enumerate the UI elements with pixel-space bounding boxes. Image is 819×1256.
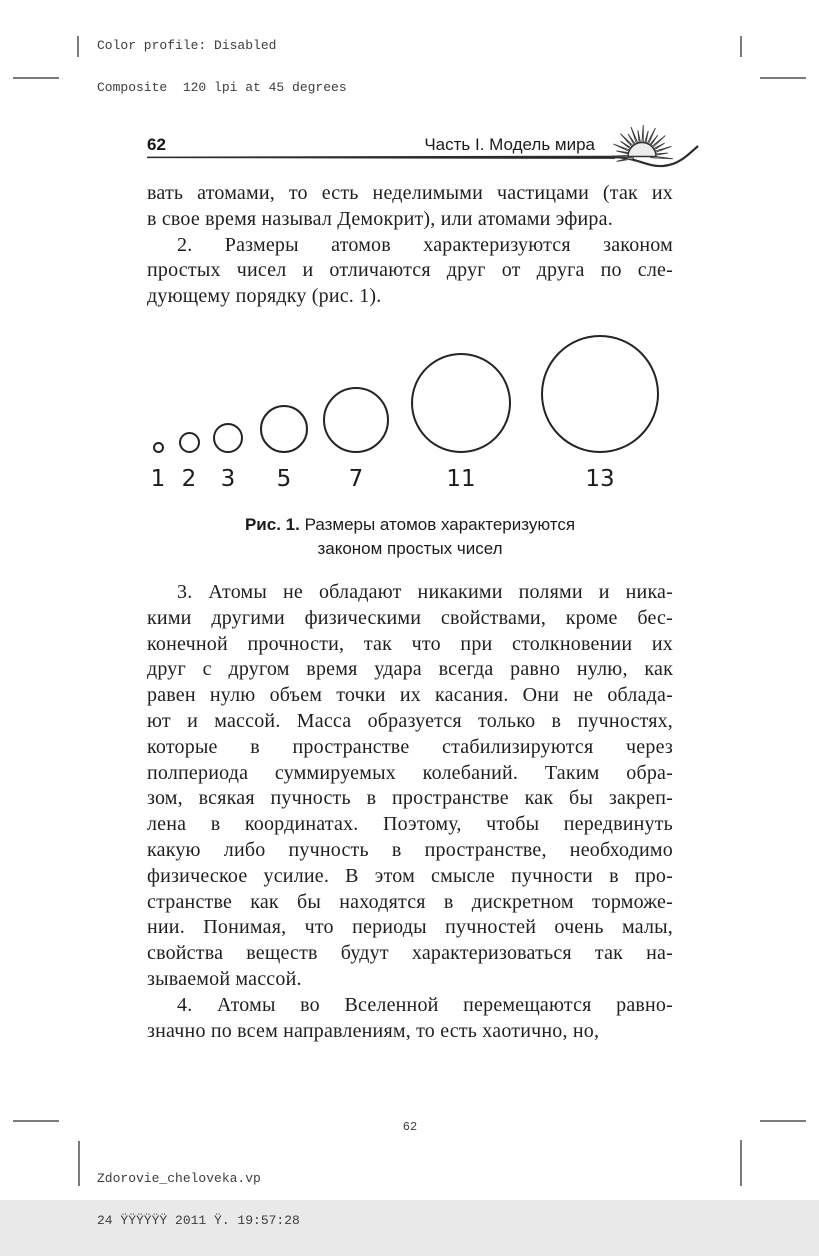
crop-mark-top-left-h [13, 77, 59, 79]
atom-size-label-5: 5 [276, 466, 292, 492]
body-text-line: физическое усилие. В этом смысле пучности в про- [147, 864, 673, 887]
crop-mark-bottom-right-v [740, 1140, 742, 1186]
body-text-line: в свое время называл Демокрит), или атомами эфира. [147, 207, 613, 230]
sunflower-icon [147, 106, 707, 170]
header-page-number: 62 [147, 135, 166, 154]
crop-mark-top-left-v [77, 36, 79, 57]
atom-circle-3 [213, 423, 243, 453]
body-text-line: конечной прочности, так что при столкновении их [147, 632, 673, 655]
body-text-line: 2. Размеры атомов характеризуются законом [177, 233, 673, 256]
body-text-line: полпериода суммируемых колебаний. Таким обра- [147, 761, 673, 784]
atom-circle-5 [260, 405, 308, 453]
atom-size-label-1: 1 [150, 466, 166, 492]
body-text-line: 3. Атомы не обладают никакими полями и ника- [177, 581, 673, 603]
figure-caption [147, 513, 673, 561]
body-text-line: которые в пространстве стабилизируются через [147, 735, 673, 758]
print-profile-line2: Composite 120 lpi at 45 degrees [97, 80, 347, 95]
body-text-block-1 [147, 181, 673, 310]
body-text-block-2 [147, 580, 673, 1044]
atom-size-label-13: 13 [585, 466, 615, 492]
atom-circle-13 [541, 335, 659, 453]
body-text-line: зываемой массой. [147, 967, 302, 990]
crop-mark-bottom-left-h [13, 1120, 59, 1122]
atom-size-label-2: 2 [181, 466, 197, 492]
body-text-line: дующему порядку (рис. 1). [147, 285, 382, 308]
body-text-line: вать атомами, то есть неделимыми частицами (так их [147, 182, 673, 204]
prepress-date-line: 24 ŸŸŸŸŸŸ 2011 Ÿ. 19:57:28 [97, 1213, 300, 1228]
atom-size-label-11: 11 [446, 466, 476, 492]
body-text-line: кими другими физическими свойствами, кроме бес- [147, 606, 673, 629]
body-text-line: 4. Атомы во Вселенной перемещаются равно- [177, 993, 673, 1016]
crop-mark-top-right-h [760, 77, 806, 79]
figure-caption-line1 [147, 513, 673, 537]
body-text-line: ют и массой. Масса образуется только в пучностях, [147, 709, 673, 732]
atom-circle-7 [323, 387, 389, 453]
body-text-line: странстве как бы находятся в дискретном торможе- [147, 890, 673, 913]
atom-size-label-3: 3 [220, 466, 236, 492]
body-text-line: свойства веществ будут характеризоваться так на- [147, 942, 673, 965]
body-text-line: друг с другом время удара всегда равно нулю, как [147, 658, 673, 681]
atom-circle-1 [153, 442, 164, 453]
body-text-line: какую либо пучность в пространстве, необходимо [147, 838, 673, 861]
figure-atom-circles [147, 335, 673, 455]
figure-caption-label: Рис. 1. [244, 515, 300, 534]
header-part-title: Часть I. Модель мира [424, 135, 595, 154]
body-text-line: лена в координатах. Поэтому, чтобы передвинуть [147, 813, 673, 836]
atom-circle-2 [179, 432, 200, 453]
crop-mark-top-right-v [740, 36, 742, 57]
footer-page-number: 62 [402, 1120, 418, 1134]
crop-mark-bottom-left-v [78, 1141, 80, 1186]
header-rule [147, 156, 615, 159]
figure-atom-labels [147, 466, 673, 502]
body-text-line: значно по всем направлениям, то есть хаотично, но, [147, 1019, 600, 1042]
body-text-line: равен нулю объем точки их касания. Они не облада- [147, 684, 673, 707]
body-text-line: зом, всякая пучность в пространстве как бы закреп- [147, 787, 673, 810]
figure-caption-line2: законом простых чисел [317, 539, 503, 558]
body-text-line: нии. Понимая, что периоды пучностей очень малы, [147, 916, 673, 939]
crop-mark-bottom-right-h [760, 1120, 806, 1122]
prepress-file-note [97, 1144, 300, 1256]
atom-size-label-7: 7 [348, 466, 364, 492]
body-text-line: простых чисел и отличаются друг от друга по сле- [147, 259, 673, 282]
prepress-file-name: Zdorovie_cheloveka.vp [97, 1171, 261, 1186]
figure-caption-text: Размеры атомов характеризуются [304, 515, 576, 534]
atom-circle-11 [411, 353, 511, 453]
print-profile-line1: Color profile: Disabled [97, 38, 277, 53]
